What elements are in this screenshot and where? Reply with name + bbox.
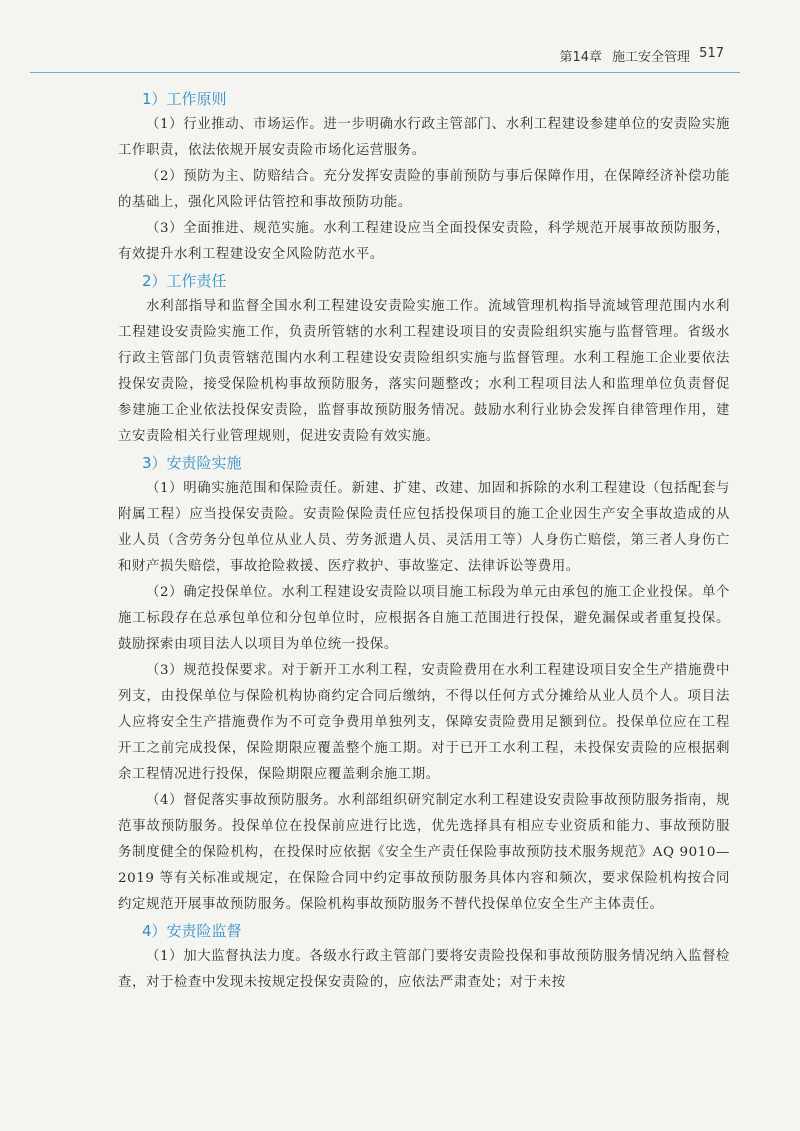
paragraph: （2）预防为主、防赔结合。充分发挥安责险的事前预防与事后保障作用，在保障经济补偿功能的基础上，强化风险评估管控和事故预防功能。 [118,169,730,210]
paragraph: （1）行业推动、市场运作。进一步明确水行政主管部门、水利工程建设参建单位的安责险实施工作职责，依法依规开展安责险市场化运营服务。 [118,117,730,158]
page-body [118,86,730,996]
page-header [0,34,800,74]
section-heading: 4）安责险监督 [142,922,242,940]
paragraph: （1）加大监督执法力度。各级水行政主管部门要将安责险投保和事故预防服务情况纳入监督检查，对于检查中发现未按规定投保安责险的，应依法严肃查处；对于未按 [118,949,730,990]
section-supervision [118,918,730,996]
section-implementation [118,450,730,918]
chapter-number: 第14章 [559,50,602,65]
section-heading: 2）工作责任 [142,272,227,290]
section-heading: 3）安责险实施 [142,454,242,472]
paragraph: （1）明确实施范围和保险责任。新建、扩建、改建、加固和拆除的水利工程建设（包括配套与附属工程）应当投保安责险。安责险保险责任应包括投保项目的施工企业因生产安全事故造成的从业人员（含劳务分包单位从业人员、劳务派遣人员、灵活用工等）人身伤亡赔偿，第三者人身伤亡和财产损失赔偿，事故抢险救援、医疗救护、事故鉴定、法律诉讼等费用。 [118,481,730,574]
section-work-responsibility [118,268,730,450]
page-number: 517 [699,46,724,61]
paragraph: （4）督促落实事故预防服务。水利部组织研究制定水利工程建设安责险事故预防服务指南，规范事故预防服务。投保单位在投保前应进行比选，优先选择具有相应专业资质和能力、事故预防服务制度健全的保险机构，在投保时应依据《安全生产责任保险事故预防技术服务规范》AQ 9010—2019 等有关标准或规定，在保险合同中约定事故预防服务具体内容和频次，要求保险机构按合同约定规范开展事故预防服务。保险机构事故预防服务不替代投保单位安全生产主体责任。 [118,793,730,912]
paragraph: 水利部指导和监督全国水利工程建设安责险实施工作。流域管理机构指导流域管理范围内水利工程建设安责险实施工作，负责所管辖的水利工程建设项目的安责险组织实施与监督管理。省级水行政主管部门负责管辖范围内水利工程建设安责险组织实施与监督管理。水利工程施工企业要依法投保安责险，接受保险机构事故预防服务，落实问题整改；水利工程项目法人和监理单位负责督促参建施工企业依法投保安责险，监督事故预防服务情况。鼓励水利行业协会发挥自律管理作用，建立安责险相关行业管理规则，促进安责险有效实施。 [118,299,730,444]
paragraph: （3）规范投保要求。对于新开工水利工程，安责险费用在水利工程建设项目安全生产措施费中列支，由投保单位与保险机构协商约定合同后缴纳，不得以任何方式分摊给从业人员个人。项目法人应将安全生产措施费作为不可竞争费用单独列支，保障安责险费用足额到位。投保单位应在工程开工之前完成投保，保险期限应覆盖整个施工期。对于已开工水利工程，未投保安责险的应根据剩余工程情况进行投保，保险期限应覆盖剩余施工期。 [118,663,730,782]
paragraph: （2）确定投保单位。水利工程建设安责险以项目施工标段为单元由承包的施工企业投保。单个施工标段存在总承包单位和分包单位时，应根据各自施工范围进行投保，避免漏保或者重复投保。鼓励探索由项目法人以项目为单位统一投保。 [118,585,730,652]
chapter-title: 施工安全管理 [611,50,690,65]
section-heading: 1）工作原则 [142,90,227,108]
running-head [559,46,690,65]
header-rule [30,72,740,73]
paragraph: （3）全面推进、规范实施。水利工程建设应当全面投保安责险，科学规范开展事故预防服务，有效提升水利工程建设安全风险防范水平。 [118,221,730,262]
section-work-principles [118,86,730,268]
